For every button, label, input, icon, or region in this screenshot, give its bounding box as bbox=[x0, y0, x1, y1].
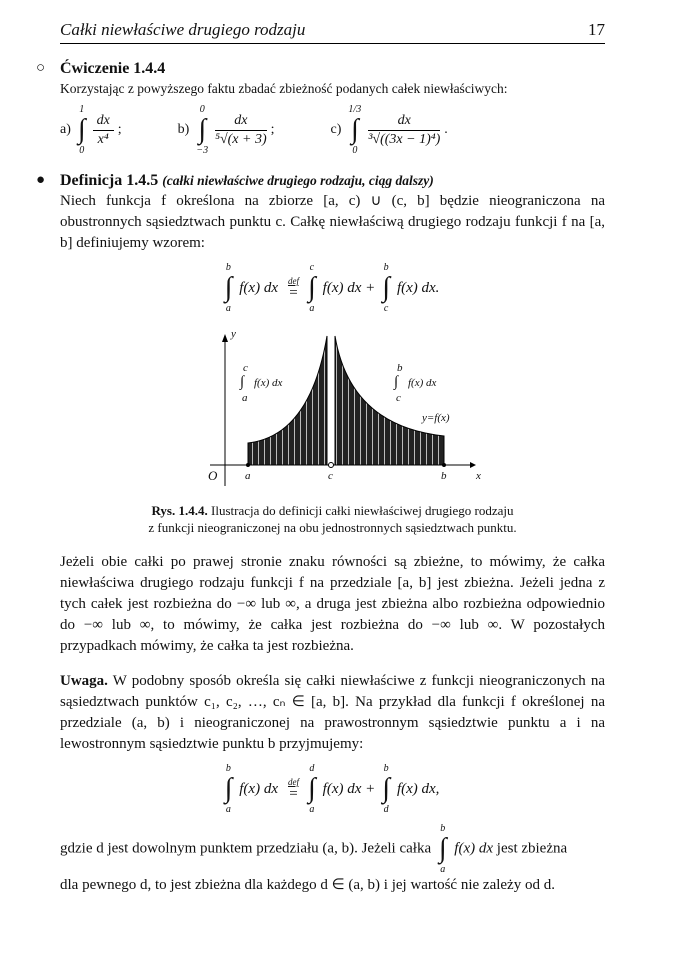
integral-sign-icon: ∫ bbox=[350, 114, 359, 145]
exercise-item-a bbox=[60, 104, 122, 156]
lower-limit: a bbox=[225, 804, 231, 815]
right-area bbox=[335, 336, 444, 465]
integral bbox=[308, 262, 316, 314]
def-equals bbox=[288, 777, 299, 802]
formula-term2: f(x) dx, bbox=[396, 780, 440, 797]
denominator: ⁵√(x + 3) bbox=[215, 131, 267, 147]
integral bbox=[225, 763, 233, 815]
upper-limit: d bbox=[309, 763, 315, 774]
integral-sign-icon: ∫ bbox=[307, 272, 316, 303]
left-area bbox=[248, 336, 327, 465]
denominator: x⁴ bbox=[97, 131, 109, 147]
exercise-item-c bbox=[331, 104, 448, 156]
formula-term2: f(x) dx. bbox=[396, 279, 440, 296]
upper-limit: 1/3 bbox=[348, 104, 362, 115]
remark-text: W podobny sposób określa się całki niewłaściwe z funkcji nieograniczonych na sąsiedztwach punktów c₁, c₂, …, cₙ ∈ [a, b]. Na przykład dla funkcji f określonej na przedziale (a, b) i nieograniczonej na prawostronnym sąsiedztwie punktu a i na lewostronnym sąsiedztwie punktu b przyjmujemy: bbox=[60, 673, 606, 752]
equals-sign: = bbox=[289, 284, 298, 301]
lower-limit: −3 bbox=[196, 145, 209, 156]
final-text-b: jest zbieżna bbox=[496, 840, 568, 857]
caption-text: Ilustracja do definicji całki niewłaściwej drugiego rodzaju bbox=[211, 503, 514, 518]
lower-limit: a bbox=[309, 303, 315, 314]
definition-subtitle: (całki niewłaściwe drugiego rodzaju, ciąg dalszy) bbox=[162, 173, 434, 188]
final-line-1 bbox=[60, 823, 605, 875]
integral-sign-icon: ∫ bbox=[77, 114, 86, 145]
b-label: b bbox=[441, 470, 447, 482]
point-b bbox=[442, 463, 446, 467]
paragraph-convergence: Jeżeli obie całki po prawej stronie znaku równości są zbieżne, to mówimy, że całka niewłaściwa drugiego rodzaju funkcji f na przedziale [a, b] jest zbieżna. Jeżeli jedna z tych całek jest rozbieżna do −∞ lub ∞, a druga jest zbieżna albo rozbieżna odpowiednio do −∞ lub ∞, to mówimy, że całka jest rozbieżna do −∞ lub ∞. W pozostałych przypadkach mówimy, że całka ta jest rozbieżna. bbox=[60, 554, 605, 654]
integral bbox=[225, 262, 233, 314]
lower-limit: c bbox=[383, 303, 389, 314]
text-column bbox=[36, 20, 606, 896]
x-axis-arrow-icon bbox=[470, 462, 476, 468]
integral bbox=[382, 262, 390, 314]
integral-sign-icon: ∫ bbox=[438, 833, 447, 864]
integral bbox=[439, 823, 447, 875]
c-label: c bbox=[328, 470, 333, 482]
integral-sign-icon: ∫ bbox=[224, 773, 233, 804]
formula-lhs: f(x) dx bbox=[239, 279, 278, 296]
formula-term1: f(x) dx + bbox=[322, 279, 376, 296]
fraction bbox=[215, 112, 267, 149]
definition-heading bbox=[36, 170, 605, 191]
fraction bbox=[368, 112, 440, 149]
curve-label: y=f(x) bbox=[422, 412, 450, 424]
def-label: def bbox=[287, 776, 299, 787]
lower-limit: d bbox=[383, 804, 389, 815]
x-label: x bbox=[476, 470, 481, 482]
point-a bbox=[246, 463, 250, 467]
y-label: y bbox=[231, 328, 236, 340]
lower-limit: c bbox=[396, 392, 401, 404]
upper-limit: c bbox=[309, 262, 315, 273]
integral bbox=[382, 763, 390, 815]
integral-sign-icon: ∫ bbox=[307, 773, 316, 804]
caption-label: Rys. 1.4.4. bbox=[151, 503, 208, 518]
exercise-heading bbox=[36, 58, 605, 79]
upper-limit: 1 bbox=[79, 104, 85, 115]
caption-text-2: z funkcji nieograniczonej na obu jednostronnych sąsiedztwach punktu. bbox=[148, 520, 517, 535]
running-header: Całki niewłaściwe drugiego rodzaju bbox=[60, 20, 306, 39]
lower-limit: a bbox=[309, 804, 315, 815]
exercise-bullet: ○ bbox=[36, 60, 46, 76]
numerator: dx bbox=[215, 112, 267, 131]
lower-limit: a bbox=[225, 303, 231, 314]
figure bbox=[200, 326, 500, 488]
integral bbox=[348, 104, 361, 156]
upper-limit: b bbox=[225, 262, 231, 273]
item-label: c) bbox=[330, 122, 342, 137]
exercise-text: Korzystając z powyższego faktu zbadać zbieżność podanych całek niewłaściwych: bbox=[60, 81, 508, 96]
a-label: a bbox=[245, 470, 251, 482]
lower-limit: a bbox=[440, 864, 446, 875]
lower-limit: 0 bbox=[79, 145, 85, 156]
integral bbox=[308, 763, 316, 815]
equals-sign: = bbox=[289, 785, 298, 802]
point-c bbox=[329, 463, 334, 468]
upper-limit: 0 bbox=[199, 104, 205, 115]
def-label: def bbox=[287, 275, 299, 286]
remark bbox=[60, 671, 605, 755]
final-text-a: gdzie d jest dowolnym punktem przedziału (a, b). Jeżeli całka bbox=[60, 840, 432, 857]
fraction bbox=[93, 112, 114, 149]
upper-limit: b bbox=[383, 763, 389, 774]
integral-sign-icon: ∫ bbox=[224, 272, 233, 303]
integral-sign-icon: ∫ bbox=[394, 374, 399, 390]
figure-graph bbox=[200, 326, 500, 486]
item-label: a) bbox=[60, 122, 71, 137]
formula-lhs: f(x) dx bbox=[239, 780, 278, 797]
definition-text: Niech funkcja f określona na zbiorze [a, c) ∪ (c, b] będzie nieograniczona na obustronnych sąsiedztwach punktu c. Całkę niewłaściwą drugiego rodzaju funkcji f na [a, b] definiujemy wzorem: bbox=[60, 193, 605, 251]
integral-sign-icon: ∫ bbox=[198, 114, 207, 145]
exercise-item-b bbox=[178, 104, 275, 156]
punct: ; bbox=[270, 122, 275, 137]
remark-formula bbox=[60, 763, 605, 815]
punct: ; bbox=[117, 122, 122, 137]
page-number: 17 bbox=[588, 20, 605, 39]
def-equals bbox=[288, 276, 299, 301]
final-integral: f(x) dx bbox=[454, 840, 494, 857]
denominator: ³√((3x − 1)⁴) bbox=[368, 131, 441, 147]
definition-title: Definicja 1.4.5 bbox=[60, 172, 159, 189]
punct: . bbox=[444, 122, 448, 137]
integral-sign-icon: ∫ bbox=[382, 773, 390, 804]
final-text-c: dla pewnego d, to jest zbieżna dla każdego d ∈ (a, b) i jej wartość nie zależy od d. bbox=[60, 877, 555, 893]
upper-limit: b bbox=[225, 763, 231, 774]
upper-limit: b bbox=[440, 823, 446, 834]
page-header bbox=[60, 20, 605, 44]
left-integral-label: f(x) dx bbox=[254, 377, 283, 389]
final-paragraph bbox=[60, 823, 605, 896]
upper-limit: b bbox=[397, 362, 403, 374]
figure-caption bbox=[60, 502, 605, 536]
lower-limit: a bbox=[242, 392, 248, 404]
item-label: b) bbox=[177, 122, 190, 137]
integral bbox=[78, 104, 86, 156]
definition-bullet: ● bbox=[36, 172, 46, 188]
upper-limit: c bbox=[243, 362, 248, 374]
integral-sign-icon: ∫ bbox=[240, 374, 245, 390]
numerator: dx bbox=[368, 112, 440, 131]
integral bbox=[196, 104, 208, 156]
remark-title: Uwaga. bbox=[60, 673, 108, 689]
formula-term1: f(x) dx + bbox=[322, 780, 376, 797]
integral-sign-icon: ∫ bbox=[382, 272, 390, 303]
exercise-items bbox=[60, 104, 605, 156]
upper-limit: b bbox=[383, 262, 389, 273]
origin-label: O bbox=[208, 468, 218, 483]
definition-formula bbox=[60, 262, 605, 314]
numerator: dx bbox=[93, 112, 114, 131]
y-axis-arrow-icon bbox=[222, 334, 228, 342]
exercise-title: Ćwiczenie 1.4.4 bbox=[60, 60, 166, 77]
lower-limit: 0 bbox=[352, 145, 358, 156]
right-integral-label: f(x) dx bbox=[408, 377, 437, 389]
